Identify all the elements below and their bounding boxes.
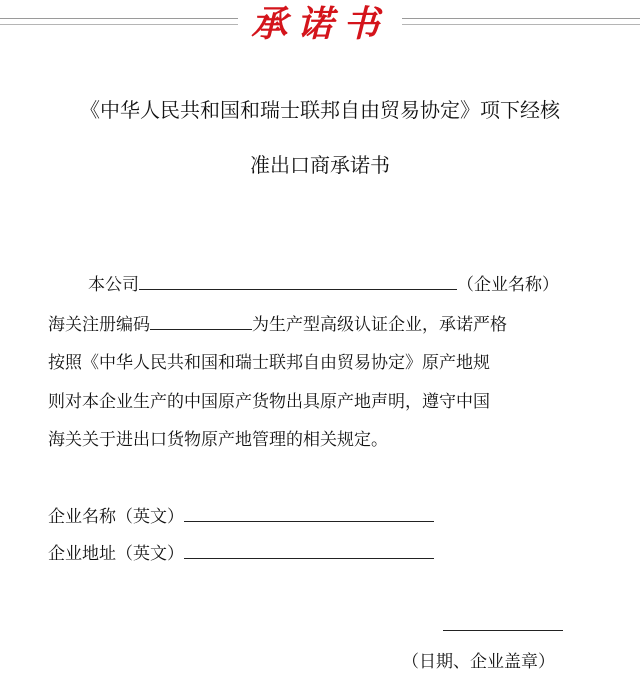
field-address-en — [48, 542, 434, 565]
field-name-en-blank — [184, 505, 434, 522]
field-address-en-blank — [184, 542, 434, 559]
body-line-5: 海关关于进出口货物原产地管理的相关规定。 — [48, 430, 388, 450]
header-rule-left — [0, 18, 238, 19]
body-line-3: 按照《中华人民共和国和瑞士联邦自由贸易协定》原产地规 — [48, 353, 490, 373]
company-name-hint: （企业名称） — [457, 275, 559, 295]
field-name-en — [48, 505, 434, 528]
header-rule-right-thin — [402, 24, 640, 25]
customs-code-prefix: 海关注册编码 — [48, 315, 150, 335]
signature-line — [443, 630, 563, 631]
document-title-line-2: 准出口商承诺书 — [250, 153, 390, 177]
document-title-line-1: 《中华人民共和国和瑞士联邦自由贸易协定》项下经核 — [80, 98, 560, 122]
header-rule-right — [402, 18, 640, 19]
company-name-blank — [139, 273, 457, 290]
field-address-en-label: 企业地址（英文） — [48, 544, 184, 564]
customs-code-suffix: 为生产型高级认证企业，承诺严格 — [252, 315, 507, 335]
customs-code-blank — [150, 313, 252, 330]
body-line-4: 则对本企业生产的中国原产货物出具原产地声明，遵守中国 — [48, 392, 490, 412]
body-line-2 — [48, 313, 507, 336]
field-name-en-label: 企业名称（英文） — [48, 507, 184, 527]
date-seal-label: （日期、企业盖章） — [402, 652, 555, 672]
company-prefix: 本公司 — [88, 275, 139, 295]
header-rule-left-thin — [0, 24, 238, 25]
document-stamp-title: 承诺书 — [250, 3, 389, 45]
body-line-1 — [88, 273, 559, 296]
